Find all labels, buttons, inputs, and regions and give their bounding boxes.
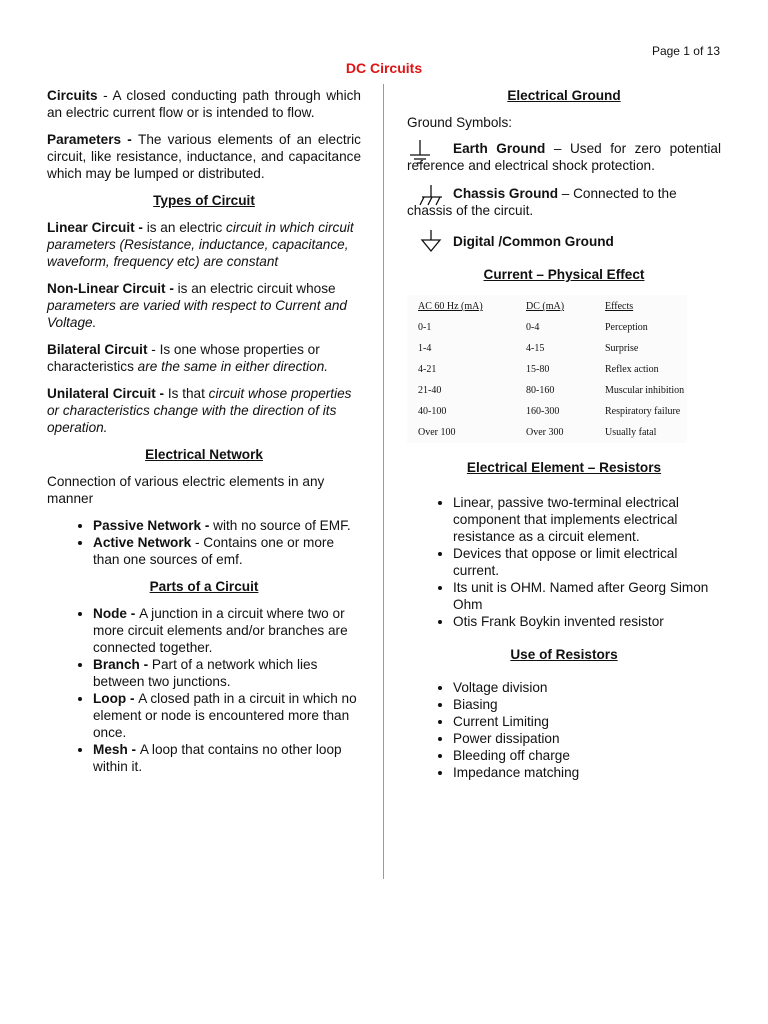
table-cell: 40-100 <box>418 406 447 417</box>
table-cell: 4-21 <box>418 364 437 375</box>
current-effects-table <box>407 295 687 443</box>
resistors-heading: Electrical Element – Resistors <box>466 460 662 475</box>
list-item: • Biasing <box>453 696 721 713</box>
list-item: • Voltage division <box>453 679 721 696</box>
text: Part of a network which lies between two junctions. <box>93 657 318 689</box>
page-number: Page 1 of 13 <box>651 44 720 58</box>
parameters-definition <box>47 131 361 182</box>
use-of-resistors-heading: Use of Resistors <box>510 647 618 662</box>
column-header: Effects <box>605 301 634 312</box>
italic-text: parameters are varied with respect to Current and Voltage. <box>47 298 347 330</box>
term: Linear Circuit - <box>47 220 147 235</box>
network-intro: Connection of various electric elements in any manner <box>47 474 325 506</box>
table-cell: Reflex action <box>605 364 659 375</box>
text: with no source of EMF. <box>213 518 351 533</box>
electrical-ground-heading: Electrical Ground <box>507 88 621 103</box>
column-header: AC 60 Hz (mA) <box>418 301 483 312</box>
term: Circuits <box>47 88 98 103</box>
table-cell: Perception <box>605 322 648 333</box>
table-cell: 21-40 <box>418 385 442 396</box>
unilateral-circuit-definition <box>47 385 361 436</box>
page-title: DC Circuits <box>345 60 423 76</box>
list-item <box>93 690 361 741</box>
electrical-network-heading: Electrical Network <box>145 447 263 462</box>
list-item <box>93 656 361 690</box>
text: - Is one whose properties or characteristics <box>47 342 320 374</box>
column-divider <box>383 84 384 879</box>
digital-ground-entry <box>407 233 721 250</box>
list-item: • Otis Frank Boykin invented resistor <box>453 613 721 630</box>
text: Is that <box>167 386 209 401</box>
column-header: DC (mA) <box>526 301 565 312</box>
ground-symbols-label: Ground Symbols: <box>407 115 513 130</box>
term: Chassis Ground <box>453 186 558 201</box>
nonlinear-circuit-definition <box>47 280 361 331</box>
list-item: • Current Limiting <box>453 713 721 730</box>
current-physical-effect-heading: Current – Physical Effect <box>483 267 645 282</box>
text: – Connected to the chassis of the circuit. <box>407 186 677 218</box>
text: – Used for zero potential reference and electrical shock protection. <box>407 141 721 173</box>
text: is an electric <box>146 220 227 235</box>
table-cell: 0-1 <box>418 322 432 333</box>
earth-ground-text <box>407 140 721 174</box>
term: Bilateral Circuit <box>47 342 148 357</box>
term: Passive Network - <box>93 518 214 533</box>
chassis-ground-text <box>407 185 721 219</box>
table-cell: Over 300 <box>526 427 564 438</box>
digital-ground-icon <box>419 230 449 260</box>
table-cell: Usually fatal <box>605 427 657 438</box>
text: - Contains one or more than one sources of emf. <box>93 535 335 567</box>
use-list <box>407 679 721 781</box>
term: Node - <box>93 606 140 621</box>
term: Active Network <box>93 535 192 550</box>
definition: - A closed conducting path through which an electric current flow or is intended to flow. <box>47 88 361 120</box>
table-cell: 1-4 <box>418 343 432 354</box>
term: Mesh - <box>93 742 140 757</box>
list-item <box>93 534 361 568</box>
earth-ground-entry <box>407 140 721 174</box>
list-item: • Bleeding off charge <box>453 747 721 764</box>
network-list <box>47 517 361 568</box>
table-cell: 0-4 <box>526 322 540 333</box>
list-item: • Its unit is OHM. Named after Georg Simon Ohm <box>453 579 721 613</box>
term: Unilateral Circuit - <box>47 386 168 401</box>
circuits-definition <box>47 87 361 121</box>
list-item: • Power dissipation <box>453 730 721 747</box>
table-cell: Muscular inhibition <box>605 385 685 396</box>
table-cell: 15-80 <box>526 364 550 375</box>
table-cell: 4-15 <box>526 343 545 354</box>
digital-ground-text <box>407 233 721 250</box>
list-item: • Linear, passive two-terminal electrical component that implements electrical resistance as a circuit element. <box>453 494 721 545</box>
list-item <box>93 741 361 775</box>
chassis-ground-entry <box>407 185 721 219</box>
parts-of-circuit-heading: Parts of a Circuit <box>149 579 259 594</box>
text: A loop that contains no other loop within it. <box>93 742 342 774</box>
table-cell: 80-160 <box>526 385 555 396</box>
resistor-list <box>407 494 721 630</box>
term: Loop - <box>93 691 139 706</box>
italic-text: circuit in which circuit parameters (Resistance, inductance, capacitance, waveform, frequency etc) are constant <box>47 220 354 269</box>
left-column <box>47 87 361 775</box>
bilateral-circuit-definition <box>47 341 361 375</box>
table-cell: Over 100 <box>418 427 456 438</box>
earth-ground-icon <box>407 140 433 170</box>
definition: The various elements of an electric circuit, like resistance, inductance, and capacitance which may be lumped or distributed. <box>47 132 361 181</box>
list-item: • Devices that oppose or limit electrical current. <box>453 545 721 579</box>
term: Digital /Common Ground <box>453 234 614 249</box>
types-of-circuit-heading: Types of Circuit <box>153 193 255 208</box>
term: Branch - <box>93 657 152 672</box>
term: Earth Ground <box>453 141 546 156</box>
table-cell: Surprise <box>605 343 639 354</box>
term: Non-Linear Circuit - <box>47 281 178 296</box>
parts-list <box>47 605 361 775</box>
text: is an electric circuit whose <box>177 281 336 296</box>
list-item <box>93 605 361 656</box>
list-item <box>93 517 361 534</box>
text: A junction in a circuit where two or more circuit elements and/or branches are connected together. <box>93 606 348 655</box>
italic-text: circuit whose properties or characteristics change with the direction of its operation. <box>47 386 352 435</box>
chassis-ground-icon <box>419 185 449 213</box>
right-column <box>407 87 721 781</box>
term: Parameters - <box>47 132 139 147</box>
table-cell: 160-300 <box>526 406 560 417</box>
list-item: • Impedance matching <box>453 764 721 781</box>
text: A closed path in a circuit in which no element or node is encountered more than once. <box>93 691 357 740</box>
italic-text: are the same in either direction. <box>137 359 329 374</box>
table-cell: Respiratory failure <box>605 406 681 417</box>
linear-circuit-definition <box>47 219 361 270</box>
